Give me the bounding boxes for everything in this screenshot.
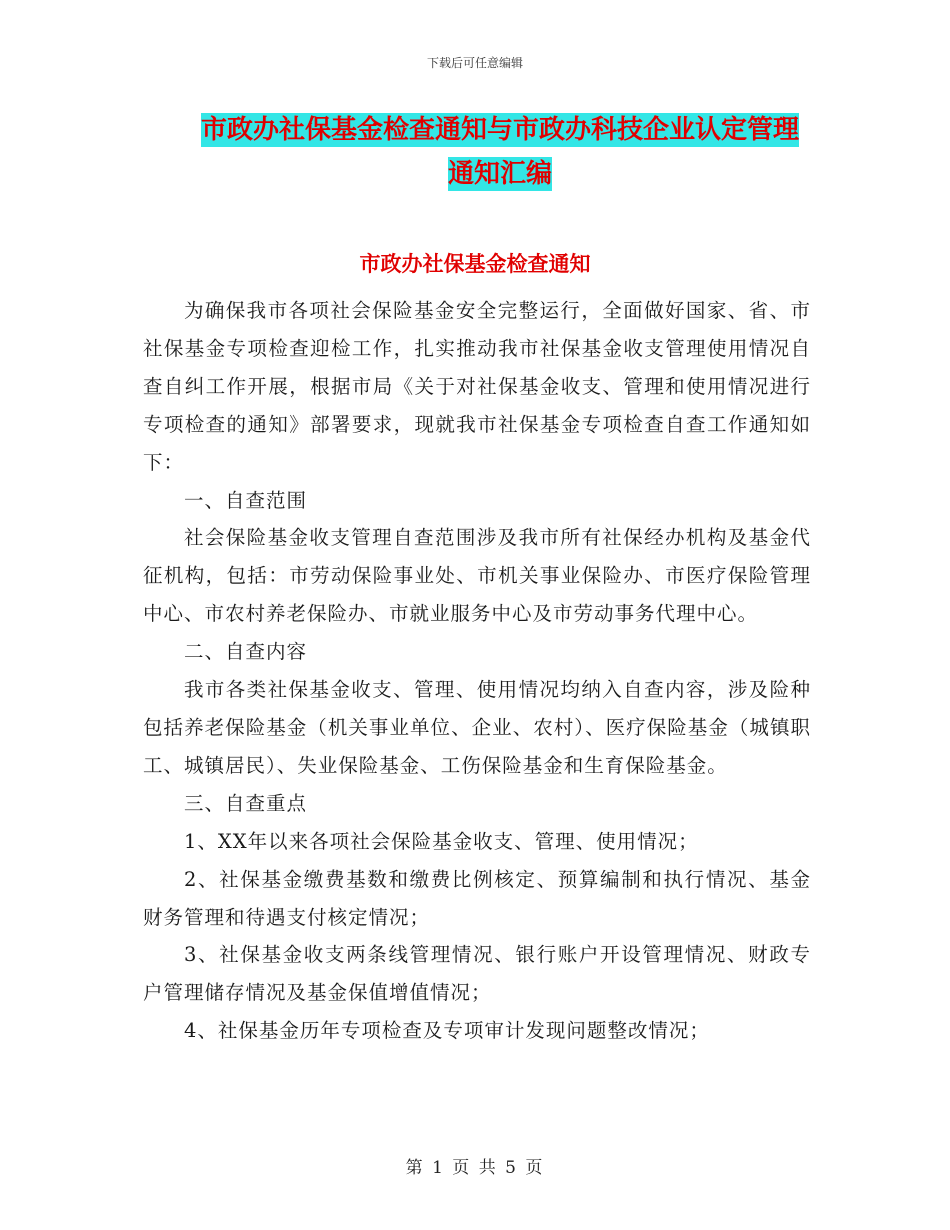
document-body — [143, 292, 811, 1050]
page-number: 第 1 页 共 5 页 — [405, 1158, 545, 1178]
list-item: 4、社保基金历年专项检查及专项审计发现问题整改情况； — [183, 1019, 710, 1043]
section-title: 市政办社保基金检查通知 — [359, 252, 591, 276]
list-item: 2、社保基金缴费基数和缴费比例核定、预算编制和执行情况、基金财务管理和待遇支付核定情况； — [143, 867, 811, 929]
paragraph-scope: 社会保险基金收支管理自查范围涉及我市所有社保经办机构及基金代征机构，包括：市劳动保险事业处、市机关事业保险办、市医疗保险管理中心、市农村养老保险办、市就业服务中心及市劳动事务代理中心。 — [143, 526, 811, 626]
heading-focus: 三、自查重点 — [183, 791, 307, 815]
document-title-highlight: 市政办社保基金检查通知与市政办科技企业认定管理通知汇编 — [200, 115, 799, 189]
paragraph-content: 我市各类社保基金收支、管理、使用情况均纳入自查内容，涉及险种包括养老保险基金（机关事业单位、企业、农村）、医疗保险基金（城镇职工、城镇居民）、失业保险基金、工伤保险基金和生育保险基金。 — [143, 678, 811, 777]
document-title — [190, 108, 810, 196]
heading-scope: 一、自查范围 — [183, 488, 307, 512]
header-note: 下载后可任意编辑 — [426, 56, 523, 70]
list-item: 3、社保基金收支两条线管理情况、银行账户开设管理情况、财政专户管理储存情况及基金保值增值情况； — [143, 943, 811, 1005]
heading-content: 二、自查内容 — [183, 640, 307, 664]
list-item: 1、XX年以来各项社会保险基金收支、管理、使用情况； — [183, 829, 699, 853]
paragraph-intro: 为确保我市各项社会保险基金安全完整运行，全面做好国家、省、市社保基金专项检查迎检工作，扎实推动我市社保基金收支管理使用情况自查自纠工作开展，根据市局《关于对社保基金收支、管理和使用情况进行专项检查的通知》部署要求，现就我市社保基金专项检查自查工作通知如下： — [143, 299, 811, 474]
